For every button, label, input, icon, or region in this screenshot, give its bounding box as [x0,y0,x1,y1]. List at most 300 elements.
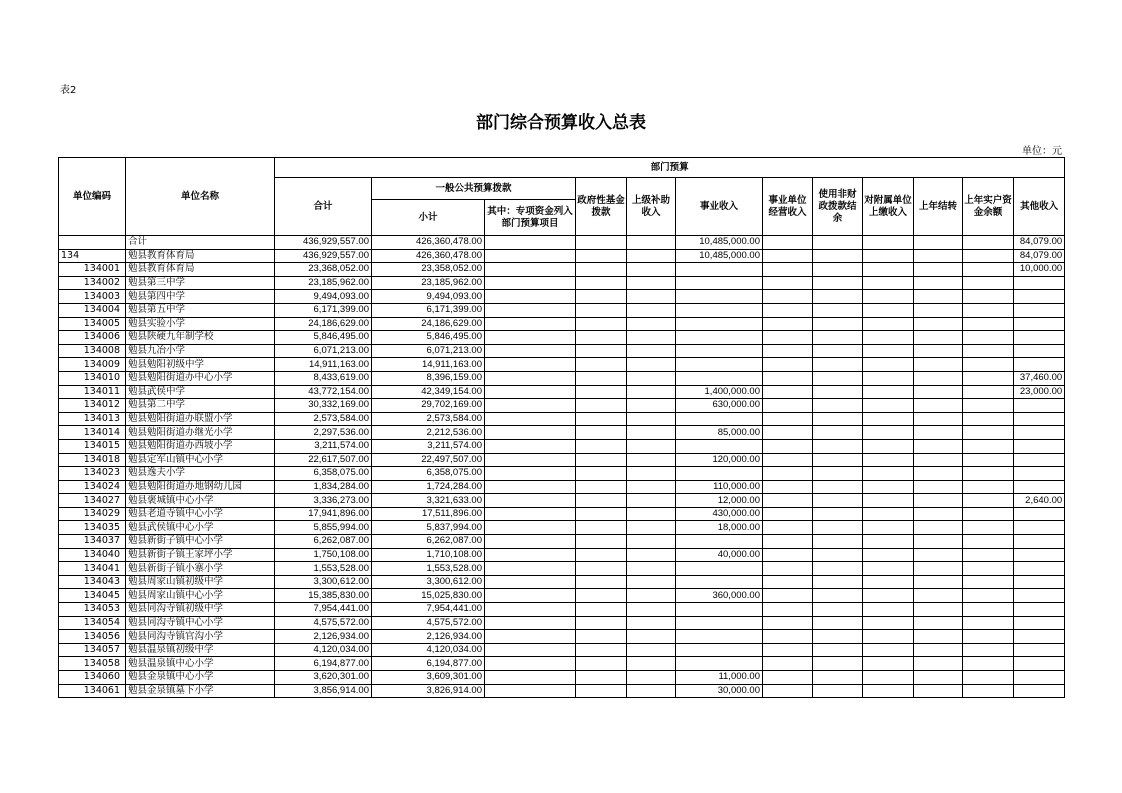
row-gov-fund [576,317,627,331]
row-business-op [763,453,813,467]
row-business-income [676,331,763,345]
row-business-op [763,426,813,440]
row-last-balance [963,575,1014,589]
row-affiliated [863,331,914,345]
row-name: 合计 [126,236,275,250]
row-last-carry [914,358,963,372]
row-total: 17,941,896.00 [275,507,372,521]
row-subtotal: 426,360,478.00 [372,249,485,263]
row-subtotal: 23,185,962.00 [372,276,485,290]
row-gov-fund [576,331,627,345]
row-gov-fund [576,249,627,263]
table-row [59,426,1065,440]
row-last-carry [914,684,963,698]
row-non-tax [813,562,863,576]
row-affiliated [863,371,914,385]
row-gov-fund [576,358,627,372]
table-tag: 表2 [60,85,77,96]
row-gov-fund [576,426,627,440]
row-other [1014,507,1065,521]
row-name: 勉县老道寺镇中心小学 [126,507,275,521]
row-upper-subsidy [627,236,676,250]
row-other [1014,575,1065,589]
row-business-income [676,575,763,589]
row-total: 5,855,994.00 [275,521,372,535]
row-last-balance [963,290,1014,304]
row-business-income [676,371,763,385]
row-non-tax [813,385,863,399]
row-gov-fund [576,467,627,481]
row-total: 1,553,528.00 [275,562,372,576]
row-upper-subsidy [627,399,676,413]
table-row [59,684,1065,698]
row-gov-fund [576,303,627,317]
row-affiliated [863,263,914,277]
row-last-carry [914,344,963,358]
row-special [485,548,576,562]
row-last-balance [963,684,1014,698]
row-business-op [763,276,813,290]
row-total: 6,262,087.00 [275,535,372,549]
row-subtotal: 6,071,213.00 [372,344,485,358]
row-last-carry [914,548,963,562]
row-subtotal: 3,609,301.00 [372,671,485,685]
row-upper-subsidy [627,589,676,603]
row-affiliated [863,344,914,358]
row-total: 3,300,612.00 [275,575,372,589]
row-upper-subsidy [627,507,676,521]
table-row [59,521,1065,535]
row-other [1014,331,1065,345]
table-row [59,643,1065,657]
row-subtotal: 1,710,108.00 [372,548,485,562]
header-last-carry: 上年结转 [914,178,963,236]
row-special [485,426,576,440]
header-non-tax: 使用非财政拨款结余 [813,178,863,236]
row-special [485,303,576,317]
row-upper-subsidy [627,276,676,290]
row-other [1014,303,1065,317]
row-business-op [763,236,813,250]
row-total: 9,494,093.00 [275,290,372,304]
row-code: 134037 [59,535,126,549]
row-business-op [763,480,813,494]
row-code: 134041 [59,562,126,576]
table-row [59,303,1065,317]
row-gov-fund [576,589,627,603]
row-code: 134040 [59,548,126,562]
table-body [59,236,1065,698]
row-subtotal: 2,126,934.00 [372,630,485,644]
row-business-op [763,630,813,644]
row-name: 勉县勉阳街道办继光小学 [126,426,275,440]
row-other: 37,460.00 [1014,371,1065,385]
row-affiliated [863,657,914,671]
row-code: 134054 [59,616,126,630]
row-non-tax [813,575,863,589]
row-business-income [676,603,763,617]
row-gov-fund [576,385,627,399]
row-business-income: 12,000.00 [676,494,763,508]
header-affiliated: 对附属单位上缴收入 [863,178,914,236]
row-special [485,317,576,331]
row-gov-fund [576,507,627,521]
row-affiliated [863,385,914,399]
row-last-balance [963,371,1014,385]
row-last-carry [914,290,963,304]
row-total: 3,211,574.00 [275,439,372,453]
row-other [1014,603,1065,617]
row-code: 134011 [59,385,126,399]
row-last-balance [963,385,1014,399]
row-name: 勉县陕硬九年制学校 [126,331,275,345]
row-code: 134014 [59,426,126,440]
row-last-carry [914,249,963,263]
row-name: 勉县勉阳初级中学 [126,358,275,372]
header-dept-budget: 部门预算 [275,158,1065,178]
row-other: 84,079.00 [1014,236,1065,250]
row-other [1014,399,1065,413]
row-upper-subsidy [627,494,676,508]
row-code: 134061 [59,684,126,698]
row-total: 23,368,052.00 [275,263,372,277]
row-subtotal: 3,826,914.00 [372,684,485,698]
row-last-balance [963,535,1014,549]
row-non-tax [813,303,863,317]
row-non-tax [813,467,863,481]
row-business-op [763,684,813,698]
row-upper-subsidy [627,467,676,481]
header-business-op: 事业单位经营收入 [763,178,813,236]
table-row [59,358,1065,372]
row-last-carry [914,263,963,277]
row-business-op [763,562,813,576]
row-gov-fund [576,535,627,549]
row-subtotal: 42,349,154.00 [372,385,485,399]
row-subtotal: 23,358,052.00 [372,263,485,277]
row-last-carry [914,575,963,589]
row-business-op [763,331,813,345]
row-code: 134003 [59,290,126,304]
header-code: 单位编码 [59,158,126,236]
row-last-carry [914,603,963,617]
row-gov-fund [576,236,627,250]
row-total: 6,194,877.00 [275,657,372,671]
row-affiliated [863,453,914,467]
row-code: 134056 [59,630,126,644]
table-row [59,276,1065,290]
row-subtotal: 3,321,633.00 [372,494,485,508]
row-upper-subsidy [627,630,676,644]
row-subtotal: 6,171,399.00 [372,303,485,317]
row-gov-fund [576,684,627,698]
row-non-tax [813,643,863,657]
row-special [485,276,576,290]
row-last-balance [963,643,1014,657]
row-affiliated [863,616,914,630]
row-last-balance [963,331,1014,345]
row-other [1014,657,1065,671]
row-affiliated [863,290,914,304]
row-other [1014,643,1065,657]
row-gov-fund [576,657,627,671]
row-name: 勉县勉阳街道办西坡小学 [126,439,275,453]
row-name: 勉县褒城镇中心小学 [126,494,275,508]
row-total: 3,336,273.00 [275,494,372,508]
table-row [59,439,1065,453]
row-business-income [676,439,763,453]
row-special [485,331,576,345]
row-total: 1,750,108.00 [275,548,372,562]
row-upper-subsidy [627,263,676,277]
row-name: 勉县同沟寺镇初级中学 [126,603,275,617]
row-non-tax [813,399,863,413]
row-name: 勉县第五中学 [126,303,275,317]
row-other [1014,548,1065,562]
row-subtotal: 7,954,441.00 [372,603,485,617]
row-total: 3,856,914.00 [275,684,372,698]
row-total: 14,911,163.00 [275,358,372,372]
row-upper-subsidy [627,657,676,671]
row-total: 6,071,213.00 [275,344,372,358]
row-other [1014,521,1065,535]
row-affiliated [863,684,914,698]
row-gov-fund [576,263,627,277]
row-affiliated [863,548,914,562]
row-code: 134027 [59,494,126,508]
row-last-carry [914,412,963,426]
row-non-tax [813,657,863,671]
row-business-income [676,630,763,644]
table-row [59,575,1065,589]
row-non-tax [813,426,863,440]
row-gov-fund [576,548,627,562]
row-last-balance [963,276,1014,290]
row-affiliated [863,439,914,453]
row-other [1014,453,1065,467]
row-other [1014,616,1065,630]
row-business-income [676,657,763,671]
row-upper-subsidy [627,671,676,685]
row-business-op [763,371,813,385]
row-upper-subsidy [627,453,676,467]
row-last-carry [914,494,963,508]
row-business-income [676,535,763,549]
row-upper-subsidy [627,317,676,331]
row-subtotal: 2,573,584.00 [372,412,485,426]
row-non-tax [813,548,863,562]
row-business-income [676,358,763,372]
row-affiliated [863,494,914,508]
row-non-tax [813,616,863,630]
unit-label: 单位：元 [1022,146,1062,157]
row-business-op [763,535,813,549]
row-other: 2,640.00 [1014,494,1065,508]
row-subtotal: 6,262,087.00 [372,535,485,549]
header-special: 其中：专项资金列入部门预算项目 [485,200,576,236]
row-last-carry [914,535,963,549]
row-affiliated [863,412,914,426]
row-non-tax [813,439,863,453]
row-upper-subsidy [627,535,676,549]
row-last-balance [963,263,1014,277]
row-last-balance [963,494,1014,508]
row-affiliated [863,358,914,372]
row-gov-fund [576,562,627,576]
row-last-carry [914,643,963,657]
row-business-income: 1,400,000.00 [676,385,763,399]
row-special [485,439,576,453]
row-non-tax [813,630,863,644]
row-non-tax [813,236,863,250]
row-affiliated [863,249,914,263]
row-gov-fund [576,521,627,535]
table-row [59,507,1065,521]
row-last-balance [963,317,1014,331]
row-code: 134008 [59,344,126,358]
header-total: 合计 [275,178,372,236]
row-last-carry [914,630,963,644]
row-code: 134002 [59,276,126,290]
row-business-op [763,548,813,562]
row-total: 43,772,154.00 [275,385,372,399]
row-special [485,562,576,576]
row-special [485,589,576,603]
row-last-carry [914,616,963,630]
row-subtotal: 5,846,495.00 [372,331,485,345]
row-business-income: 360,000.00 [676,589,763,603]
row-special [485,236,576,250]
row-gov-fund [576,480,627,494]
row-name: 勉县金泉镇墓下小学 [126,684,275,698]
row-business-income [676,303,763,317]
row-subtotal: 6,194,877.00 [372,657,485,671]
row-gov-fund [576,575,627,589]
row-other [1014,412,1065,426]
row-gov-fund [576,643,627,657]
row-total: 436,929,557.00 [275,249,372,263]
row-non-tax [813,344,863,358]
row-last-balance [963,548,1014,562]
row-non-tax [813,671,863,685]
row-subtotal: 1,724,284.00 [372,480,485,494]
row-subtotal: 29,702,169.00 [372,399,485,413]
row-upper-subsidy [627,616,676,630]
row-special [485,453,576,467]
row-non-tax [813,480,863,494]
table-row [59,344,1065,358]
table-row [59,671,1065,685]
table-row [59,548,1065,562]
table-row [59,494,1065,508]
row-business-op [763,507,813,521]
row-gov-fund [576,276,627,290]
row-upper-subsidy [627,575,676,589]
row-upper-subsidy [627,303,676,317]
row-business-op [763,575,813,589]
row-business-op [763,439,813,453]
row-total: 1,834,284.00 [275,480,372,494]
row-last-carry [914,331,963,345]
row-gov-fund [576,453,627,467]
row-affiliated [863,630,914,644]
table-row [59,616,1065,630]
row-special [485,412,576,426]
row-special [485,399,576,413]
row-last-balance [963,630,1014,644]
row-total: 5,846,495.00 [275,331,372,345]
row-special [485,630,576,644]
row-business-income: 85,000.00 [676,426,763,440]
row-last-balance [963,671,1014,685]
row-non-tax [813,263,863,277]
row-non-tax [813,494,863,508]
row-code: 134001 [59,263,126,277]
row-special [485,507,576,521]
row-non-tax [813,371,863,385]
row-upper-subsidy [627,371,676,385]
row-code: 134018 [59,453,126,467]
row-business-op [763,358,813,372]
row-affiliated [863,521,914,535]
row-other [1014,480,1065,494]
row-other [1014,535,1065,549]
row-upper-subsidy [627,426,676,440]
row-affiliated [863,236,914,250]
row-gov-fund [576,399,627,413]
row-last-carry [914,371,963,385]
row-other: 10,000.00 [1014,263,1065,277]
row-total: 8,433,619.00 [275,371,372,385]
row-special [485,467,576,481]
row-business-op [763,643,813,657]
row-last-balance [963,562,1014,576]
row-affiliated [863,671,914,685]
row-subtotal: 14,911,163.00 [372,358,485,372]
row-business-op [763,616,813,630]
row-gov-fund [576,630,627,644]
row-subtotal: 22,497,507.00 [372,453,485,467]
row-business-op [763,399,813,413]
header-subtotal: 小计 [372,200,485,236]
row-last-carry [914,317,963,331]
row-last-balance [963,426,1014,440]
row-total: 6,358,075.00 [275,467,372,481]
row-special [485,616,576,630]
row-total: 2,573,584.00 [275,412,372,426]
row-other [1014,426,1065,440]
row-other [1014,467,1065,481]
row-code: 134 [59,249,126,263]
row-other [1014,276,1065,290]
row-special [485,671,576,685]
row-upper-subsidy [627,684,676,698]
row-subtotal: 6,358,075.00 [372,467,485,481]
row-special [485,494,576,508]
row-total: 436,929,557.00 [275,236,372,250]
row-last-balance [963,249,1014,263]
row-business-income: 630,000.00 [676,399,763,413]
row-code: 134023 [59,467,126,481]
row-business-op [763,467,813,481]
row-name: 勉县同沟寺镇中心小学 [126,616,275,630]
header-upper-subsidy: 上级补助收入 [627,178,676,236]
table-row [59,467,1065,481]
row-other [1014,562,1065,576]
row-gov-fund [576,671,627,685]
row-upper-subsidy [627,290,676,304]
row-business-op [763,344,813,358]
